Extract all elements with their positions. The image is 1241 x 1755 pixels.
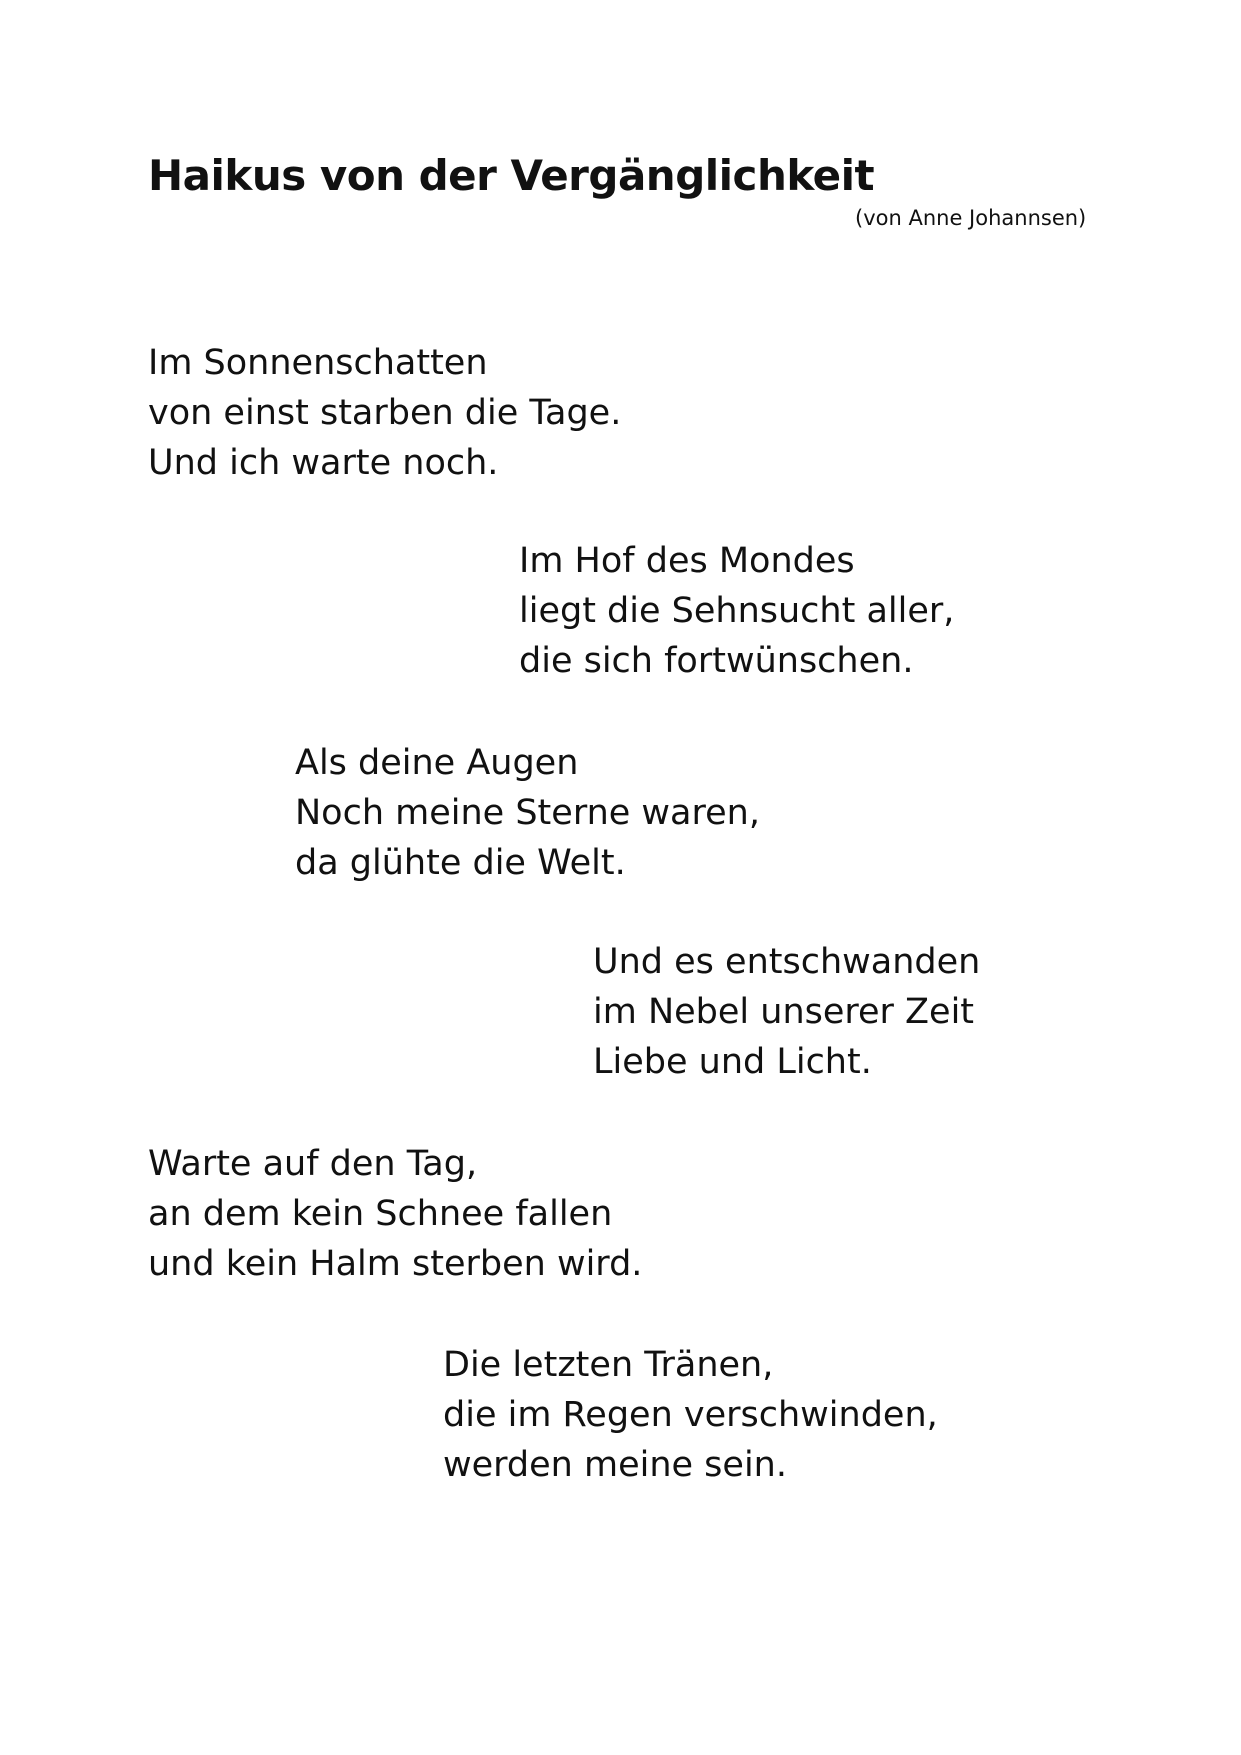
haiku-line: Und es entschwanden (593, 942, 981, 982)
haiku-line: Im Sonnenschatten (148, 343, 488, 383)
haiku-line: von einst starben die Tage. (148, 393, 622, 433)
haiku-3 (295, 738, 760, 888)
haiku-line: Warte auf den Tag, (148, 1144, 478, 1184)
haiku-5 (148, 1139, 642, 1289)
haiku-6 (443, 1340, 938, 1490)
haiku-line: im Nebel unserer Zeit (593, 992, 975, 1032)
page-title: Haikus von der Vergänglichkeit (148, 151, 875, 200)
haiku-line: Liebe und Licht. (593, 1042, 872, 1082)
haiku-line: Als deine Augen (295, 743, 579, 783)
haiku-4 (593, 937, 980, 1087)
haiku-line: und kein Halm sterben wird. (148, 1244, 643, 1284)
author-credit: (von Anne Johannsen) (855, 206, 1087, 230)
haiku-line: Noch meine Sterne waren, (295, 793, 760, 833)
haiku-line: liegt die Sehnsucht aller, (519, 591, 955, 631)
haiku-line: die im Regen verschwinden, (443, 1395, 938, 1435)
haiku-line: da glühte die Welt. (295, 843, 626, 883)
haiku-line: Und ich warte noch. (148, 443, 499, 483)
haiku-line: die sich fortwünschen. (519, 641, 914, 681)
haiku-line: werden meine sein. (443, 1445, 787, 1485)
haiku-line: Die letzten Tränen, (443, 1345, 774, 1385)
haiku-line: an dem kein Schnee fallen (148, 1194, 613, 1234)
haiku-2 (519, 536, 954, 686)
haiku-line: Im Hof des Mondes (519, 541, 855, 581)
haiku-1 (148, 338, 621, 488)
